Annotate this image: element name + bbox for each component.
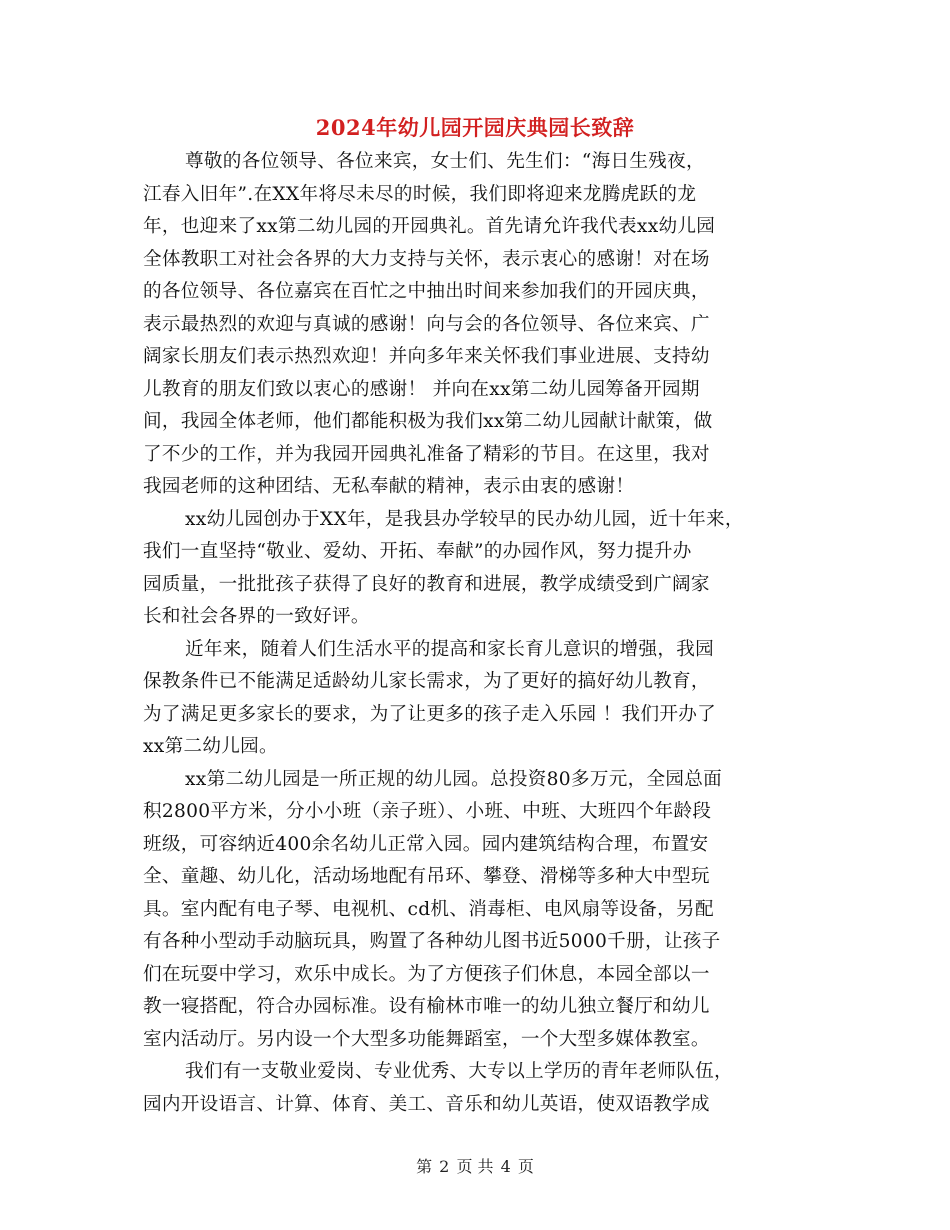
text-line: 阔家长朋友们表示热烈欢迎！并向多年来关怀我们事业进展、支持幼 (143, 346, 710, 367)
text-line: xx第二幼儿园。 (143, 736, 278, 757)
text-line: 了不少的工作，并为我园开园典礼准备了精彩的节目。在这里，我对 (143, 443, 710, 465)
page-footer (0, 1154, 950, 1177)
footer-total-pages: 4 (500, 1157, 511, 1176)
footer-prefix: 第 (416, 1157, 433, 1176)
text-line: 具。室内配有电子琴、电视机、cd机、消毒柜、电风扇等设备，另配 (143, 898, 714, 920)
text-line: 室内活动厅。另内设一个大型多功能舞蹈室，一个大型多媒体教室。 (143, 1028, 710, 1050)
text-line: 我们一直坚持“敬业、爱幼、开拓、奉献”的办园作风，努力提升办 (143, 541, 692, 562)
text-line: 园质量，一批批孩子获得了良好的教育和进展，教学成绩受到广阔家 (143, 573, 710, 595)
text-line: 积2800平方米，分小小班（亲子班）、小班、中班、大班四个年龄段 (143, 801, 712, 822)
text-line: 全、童趣、幼儿化，活动场地配有吊环、攀登、滑梯等多种大中型玩 (143, 866, 710, 887)
text-line: xx第二幼儿园是一所正规的幼儿园。总投资80多万元，全园总面 (185, 768, 723, 790)
text-line: 们在玩耍中学习，欢乐中成长。为了方便孩子们休息，本园全部以一 (143, 963, 710, 985)
document-body (143, 146, 823, 1121)
text-line: 全体教职工对社会各界的大力支持与关怀，表示衷心的感谢！对在场 (143, 248, 710, 270)
document-title: 2024年幼儿园开园庆典园长致辞 (315, 115, 635, 140)
text-line: 保教条件已不能满足适龄幼儿家长需求，为了更好的搞好幼儿教育， (143, 671, 710, 692)
footer-middle: 页 共 (456, 1157, 494, 1176)
text-line: 表示最热烈的欢迎与真诚的感谢！向与会的各位领导、各位来宾、广 (143, 313, 710, 335)
text-line: 江春入旧年”.在XX年将尽未尽的时候，我们即将迎来龙腾虎跃的龙 (143, 183, 697, 205)
text-line: 教一寝搭配，符合办园标准。设有榆林市唯一的幼儿独立餐厅和幼儿 (143, 996, 710, 1017)
text-line: xx幼儿园创办于XX年，是我县办学较早的民办幼儿园，近十年来， (185, 508, 744, 530)
text-line: 为了满足更多家长的要求，为了让更多的孩子走入乐园 ！我们开办了 (143, 703, 717, 725)
text-line: 我园老师的这种团结、无私奉献的精神，表示由衷的感谢！ (143, 476, 635, 497)
text-line: 班级，可容纳近400余名幼儿正常入园。园内建筑结构合理，布置安 (143, 833, 709, 855)
text-line: 间，我园全体老师，他们都能积极为我们xx第二幼儿园献计献策，做 (143, 411, 713, 432)
text-line: 有各种小型动手动脑玩具，购置了各种幼儿图书近5000千册，让孩子 (143, 931, 721, 952)
text-line: 长和社会各界的一致好评。 (143, 606, 370, 627)
text-line: 园内开设语言、计算、体育、美工、音乐和幼儿英语，使双语教学成 (143, 1093, 710, 1115)
text-line: 年，也迎来了xx第二幼儿园的开园典礼。首先请允许我代表xx幼儿园 (143, 216, 716, 237)
text-line: 尊敬的各位领导、各位来宾，女士们、先生们：“海日生残夜， (185, 151, 705, 172)
text-line: 儿教育的朋友们致以衷心的感谢！ 并向在xx第二幼儿园筹备开园期 (143, 378, 700, 400)
footer-current-page: 2 (439, 1157, 450, 1176)
text-line: 的各位领导、各位嘉宾在百忙之中抽出时间来参加我们的开园庆典， (143, 281, 710, 302)
text-line: 我们有一支敬业爱岗、专业优秀、大专以上学历的青年老师队伍， (185, 1061, 733, 1082)
text-line: 近年来，随着人们生活水平的提高和家长育儿意识的增强，我园 (185, 638, 715, 660)
footer-suffix: 页 (517, 1157, 534, 1176)
